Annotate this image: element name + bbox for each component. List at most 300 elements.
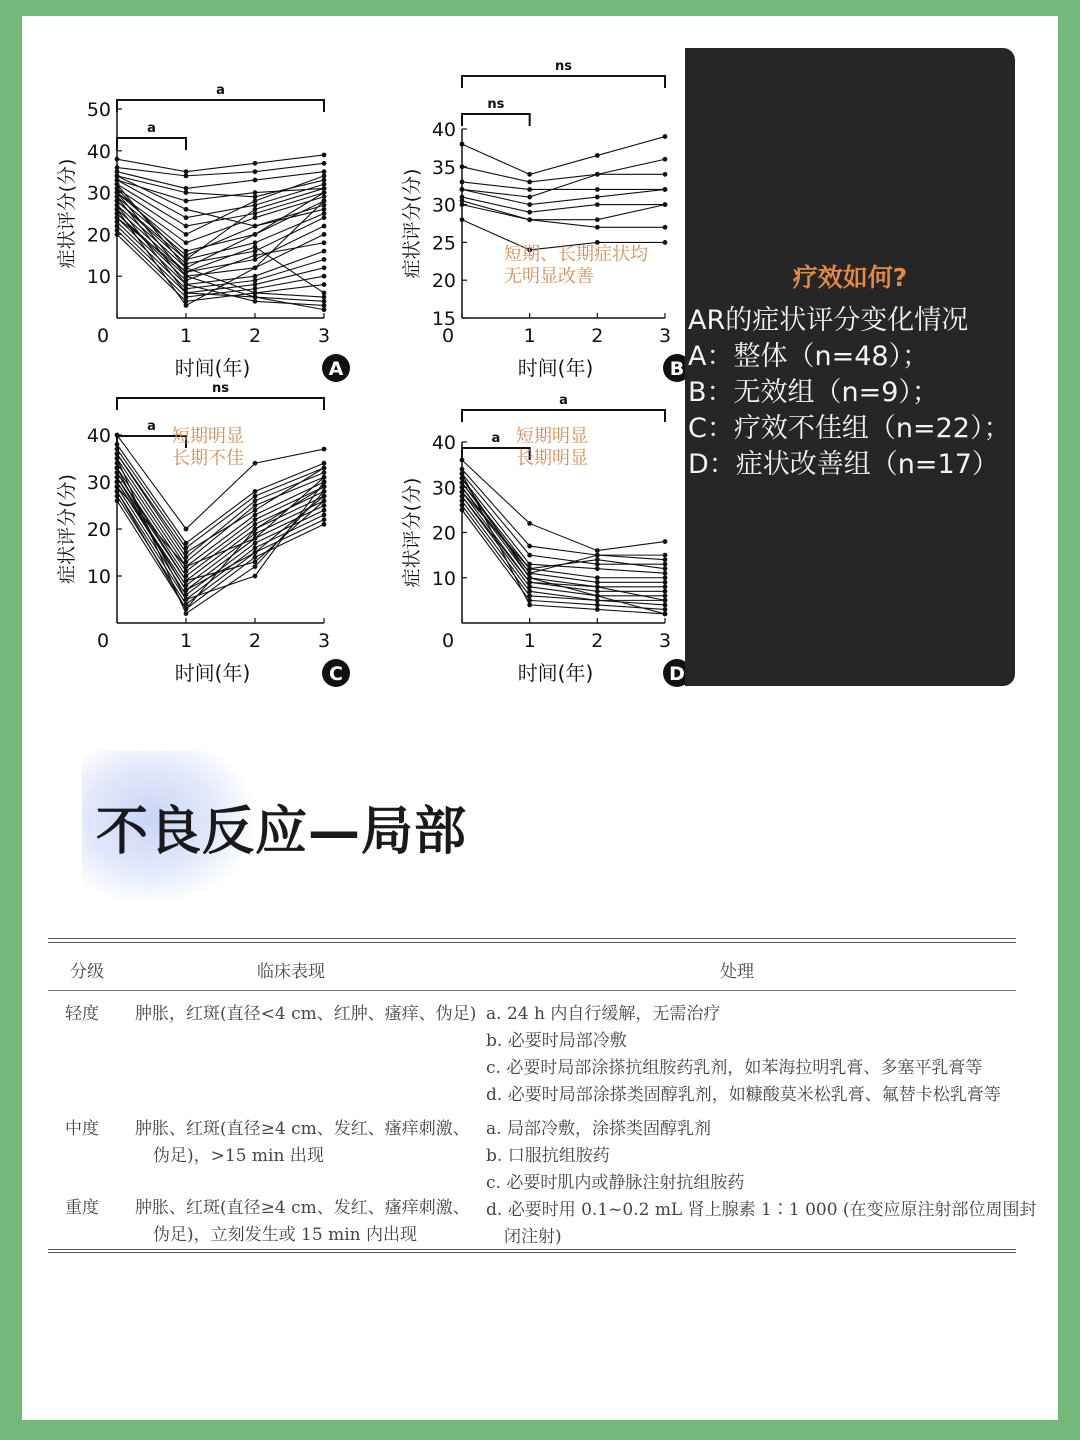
panel-letter: C	[329, 663, 343, 685]
cell-treatment: b. 口服抗组胺药	[486, 1146, 610, 1166]
y-tick-label: 30	[431, 194, 456, 217]
cell-treatment: a. 局部冷敷，涂搽类固醇乳剂	[486, 1119, 711, 1139]
data-point	[663, 172, 668, 177]
cell-treatment: c. 必要时肌内或静脉注射抗组胺药	[486, 1173, 745, 1193]
data-point	[184, 199, 189, 204]
data-point	[115, 442, 120, 447]
data-point	[184, 588, 189, 593]
data-point	[322, 153, 327, 158]
data-point	[595, 153, 600, 158]
y-axis-label: 症状评分(分)	[401, 477, 423, 588]
chart-panel-a	[56, 66, 362, 396]
cell-grade: 轻度	[65, 1004, 99, 1024]
data-point	[115, 470, 120, 475]
section-title: 不良反应—局部	[96, 802, 468, 862]
data-point	[253, 541, 258, 546]
panel-letter: A	[328, 358, 344, 380]
data-point	[663, 589, 668, 594]
data-point	[460, 217, 465, 222]
chart-svg	[56, 368, 362, 698]
data-point	[663, 134, 668, 139]
data-point	[595, 593, 600, 598]
data-point	[115, 207, 120, 212]
data-point	[322, 211, 327, 216]
data-point	[253, 489, 258, 494]
data-point	[115, 157, 120, 162]
cell-clinical: 肿胀、红斑(直径≥4 cm、发红、瘙痒刺激、	[135, 1119, 470, 1139]
data-point	[184, 607, 189, 612]
data-point	[184, 249, 189, 254]
data-point	[184, 274, 189, 279]
bracket-short-label: ns	[487, 97, 505, 112]
data-point	[595, 575, 600, 580]
data-point	[184, 282, 189, 287]
series-line	[462, 167, 665, 182]
data-point	[322, 470, 327, 475]
y-tick-label: 50	[86, 99, 111, 121]
cell-treatment: b. 必要时局部冷敷	[486, 1031, 627, 1051]
data-point	[184, 611, 189, 616]
data-point	[115, 232, 120, 237]
data-point	[595, 225, 600, 230]
y-tick-label: 30	[431, 477, 456, 500]
data-point	[663, 584, 668, 589]
data-point	[253, 555, 258, 560]
y-axis-label: 症状评分(分)	[401, 168, 423, 279]
data-point	[460, 476, 465, 481]
data-point	[322, 484, 327, 489]
chart-svg	[392, 44, 692, 396]
data-point	[184, 257, 189, 262]
data-point	[460, 467, 465, 472]
data-point	[184, 215, 189, 220]
data-point	[322, 215, 327, 220]
summary-line: D：症状改善组（n=17）	[688, 449, 999, 480]
data-point	[322, 466, 327, 471]
x-tick-label: 0	[96, 630, 110, 652]
data-point	[184, 597, 189, 602]
data-point	[253, 531, 258, 536]
x-tick-label: 3	[658, 325, 672, 347]
data-point	[115, 447, 120, 452]
data-point	[253, 503, 258, 508]
data-point	[527, 172, 532, 177]
data-point	[115, 489, 120, 494]
data-point	[460, 503, 465, 508]
data-point	[663, 575, 668, 580]
x-tick-label: 0	[441, 325, 455, 347]
data-point	[253, 224, 258, 229]
table-header-row	[48, 943, 1016, 991]
cell-treatment: c. 必要时局部涂搽抗组胺药乳剂，如苯海拉明乳膏、多塞平乳膏等	[486, 1058, 983, 1078]
data-point	[115, 178, 120, 183]
data-point	[595, 217, 600, 222]
x-tick-label: 3	[658, 630, 672, 652]
data-point	[115, 215, 120, 220]
summary-line: C：疗效不佳组（n=22）；	[688, 413, 1011, 444]
y-tick-label: 20	[86, 224, 111, 247]
x-axis-label: 时间(年)	[517, 661, 594, 685]
table-bottom-rule	[48, 1249, 1016, 1253]
x-axis-label: 时间(年)	[174, 356, 251, 380]
data-point	[115, 475, 120, 480]
data-point	[115, 173, 120, 178]
data-point	[322, 522, 327, 527]
data-point	[322, 194, 327, 199]
chart-panel-c	[56, 368, 362, 698]
data-point	[527, 202, 532, 207]
data-point	[663, 580, 668, 585]
data-point	[460, 458, 465, 463]
bracket-long-label: ns	[555, 59, 572, 74]
series-line	[117, 197, 324, 256]
data-point	[115, 186, 120, 191]
data-point	[253, 299, 258, 304]
series-line	[117, 201, 324, 264]
series-line	[117, 155, 324, 172]
x-tick-label: 1	[523, 325, 536, 347]
data-point	[184, 265, 189, 270]
y-tick-label: 20	[431, 270, 456, 293]
cell-clinical: 肿胀、红斑(直径≥4 cm、发红、瘙痒刺激、	[135, 1198, 470, 1218]
data-point	[322, 489, 327, 494]
x-tick-label: 2	[248, 630, 262, 652]
header-treatment: 处理	[720, 962, 754, 982]
data-point	[663, 557, 668, 562]
data-point	[460, 142, 465, 147]
data-point	[460, 494, 465, 499]
data-point	[663, 553, 668, 558]
data-point	[322, 517, 327, 522]
data-point	[253, 199, 258, 204]
data-point	[322, 503, 327, 508]
data-point	[663, 566, 668, 571]
data-point	[322, 240, 327, 245]
data-point	[322, 508, 327, 513]
data-point	[253, 232, 258, 237]
y-tick-label: 20	[431, 522, 456, 545]
cell-grade: 中度	[65, 1119, 99, 1139]
data-point	[115, 433, 120, 438]
data-point	[322, 249, 327, 254]
series-line	[462, 137, 665, 175]
data-point	[527, 210, 532, 215]
bracket-short	[117, 121, 186, 150]
data-point	[527, 180, 532, 185]
data-point	[253, 215, 258, 220]
data-point	[663, 562, 668, 567]
y-tick-label: 25	[431, 232, 456, 255]
header-grade: 分级	[70, 962, 104, 982]
series-line	[462, 474, 665, 614]
y-tick-label: 20	[86, 519, 111, 541]
bracket-long	[117, 83, 324, 112]
x-axis-label: 时间(年)	[174, 661, 251, 685]
data-point	[595, 607, 600, 612]
annotation-d: 短期明显 长期明显	[516, 426, 588, 469]
data-point	[595, 566, 600, 571]
data-point	[322, 232, 327, 237]
bracket-long-label: ns	[212, 381, 229, 396]
data-point	[322, 182, 327, 187]
data-point	[184, 207, 189, 212]
data-point	[322, 303, 327, 308]
cell-treatment: a. 24 h 内自行缓解，无需治疗	[486, 1004, 721, 1024]
bracket-short	[462, 97, 530, 126]
data-point	[115, 224, 120, 229]
data-point	[663, 612, 668, 617]
bracket-long-label: a	[559, 393, 568, 408]
summary-box	[685, 48, 1015, 686]
data-point	[663, 225, 668, 230]
data-point	[253, 517, 258, 522]
cell-grade: 重度	[65, 1198, 99, 1218]
series-line	[462, 483, 665, 578]
cell-treatment: 闭注射)	[504, 1227, 562, 1247]
data-point	[322, 282, 327, 287]
data-point	[595, 584, 600, 589]
data-point	[527, 195, 532, 200]
data-point	[595, 580, 600, 585]
data-point	[115, 451, 120, 456]
data-point	[115, 194, 120, 199]
data-point	[184, 173, 189, 178]
data-point	[253, 550, 258, 555]
data-point	[322, 186, 327, 191]
data-point	[595, 195, 600, 200]
y-axis-label: 症状评分(分)	[56, 158, 78, 269]
data-point	[663, 607, 668, 612]
chart-panel-b	[392, 44, 692, 396]
bracket-long	[462, 393, 665, 422]
data-point	[184, 190, 189, 195]
data-point	[663, 157, 668, 162]
data-point	[322, 169, 327, 174]
panel-letter: B	[669, 358, 685, 380]
data-point	[322, 161, 327, 166]
data-point	[322, 480, 327, 485]
data-point	[184, 291, 189, 296]
annotation-b: 短期、长期症状均 无明显改善	[504, 244, 648, 287]
data-point	[663, 603, 668, 608]
series-line	[462, 189, 665, 204]
x-tick-label: 3	[317, 630, 331, 652]
data-point	[253, 245, 258, 250]
data-point	[184, 270, 189, 275]
data-point	[184, 564, 189, 569]
data-point	[253, 295, 258, 300]
y-tick-label: 35	[431, 156, 456, 179]
bracket-long-line	[462, 410, 665, 422]
data-point	[663, 598, 668, 603]
data-point	[322, 224, 327, 229]
data-point	[322, 178, 327, 183]
data-point	[253, 508, 258, 513]
data-point	[184, 550, 189, 555]
data-point	[115, 165, 120, 170]
data-point	[115, 466, 120, 471]
bracket-short-label: a	[491, 431, 501, 446]
data-point	[253, 240, 258, 245]
data-point	[253, 169, 258, 174]
data-point	[595, 172, 600, 177]
data-point	[663, 187, 668, 192]
data-point	[115, 228, 120, 233]
data-point	[322, 257, 327, 262]
data-point	[253, 265, 258, 270]
data-point	[460, 489, 465, 494]
data-point	[253, 494, 258, 499]
data-point	[595, 557, 600, 562]
x-tick-label: 0	[96, 325, 110, 347]
panel-letter: D	[669, 663, 685, 685]
data-point	[527, 580, 532, 585]
annotation-c: 短期明显 长期不佳	[172, 426, 244, 469]
cell-treatment: d. 必要时用 0.1~0.2 mL 肾上腺素 1∶1 000 (在变应原注射部位周围封	[486, 1200, 1037, 1220]
data-point	[322, 447, 327, 452]
data-point	[253, 461, 258, 466]
data-point	[253, 203, 258, 208]
data-point	[322, 274, 327, 279]
data-point	[322, 498, 327, 503]
data-point	[115, 203, 120, 208]
x-tick-label: 1	[179, 325, 193, 347]
data-point	[322, 190, 327, 195]
data-point	[460, 187, 465, 192]
data-point	[527, 603, 532, 608]
bracket-long-line	[462, 76, 665, 88]
data-point	[115, 219, 120, 224]
data-point	[253, 278, 258, 283]
bracket-long	[117, 381, 324, 410]
cell-treatment: d. 必要时局部涂搽类固醇乳剂，如糠酸莫米松乳膏、氟替卡松乳膏等	[486, 1085, 1001, 1105]
adverse-reaction-table	[48, 938, 1037, 1253]
bracket-short-line	[462, 114, 530, 126]
table-body	[48, 991, 1037, 1249]
cell-clinical: 伪足)，立刻发生或 15 min 内出现	[153, 1225, 417, 1245]
bracket-short-line	[117, 138, 186, 150]
data-point	[595, 603, 600, 608]
data-point	[322, 291, 327, 296]
summary-line: A：整体（n=48）；	[688, 341, 930, 372]
data-point	[184, 169, 189, 174]
y-tick-label: 15	[431, 308, 456, 330]
x-tick-label: 2	[248, 325, 262, 347]
data-point	[184, 295, 189, 300]
x-axis-label: 时间(年)	[517, 356, 594, 380]
y-tick-label: 40	[431, 432, 456, 454]
data-point	[460, 507, 465, 512]
y-tick-label: 10	[86, 266, 111, 289]
data-point	[253, 560, 258, 565]
bracket-long-label: a	[216, 83, 225, 98]
summary-line: B：无效组（n=9）；	[688, 377, 939, 408]
y-tick-label: 30	[86, 182, 111, 205]
y-tick-label: 30	[86, 472, 111, 494]
data-point	[253, 257, 258, 262]
data-point	[322, 199, 327, 204]
data-point	[322, 461, 327, 466]
data-point	[460, 471, 465, 476]
data-point	[322, 299, 327, 304]
data-point	[253, 291, 258, 296]
x-tick-label: 2	[591, 325, 604, 347]
summary-question: 疗效如何?	[792, 263, 908, 292]
data-point	[527, 187, 532, 192]
data-point	[322, 295, 327, 300]
series-line	[462, 496, 665, 600]
data-point	[115, 498, 120, 503]
bracket-short-label: a	[147, 121, 156, 136]
cell-clinical: 伪足)，>15 min 出现	[153, 1146, 324, 1166]
data-point	[460, 202, 465, 207]
y-tick-label: 10	[86, 566, 111, 588]
data-point	[253, 194, 258, 199]
section-title-block	[82, 751, 468, 901]
data-point	[184, 303, 189, 308]
data-point	[595, 187, 600, 192]
x-tick-label: 1	[523, 630, 536, 652]
data-point	[527, 521, 532, 526]
summary-line: AR的症状评分变化情况	[688, 305, 969, 336]
data-point	[115, 169, 120, 174]
data-point	[184, 232, 189, 237]
x-tick-label: 0	[441, 630, 455, 652]
data-point	[253, 522, 258, 527]
y-tick-label: 40	[86, 425, 111, 447]
data-point	[184, 527, 189, 532]
data-point	[253, 274, 258, 279]
data-point	[322, 173, 327, 178]
data-point	[184, 240, 189, 245]
x-tick-label: 3	[317, 325, 331, 347]
x-tick-label: 1	[179, 630, 193, 652]
bracket-short-label: a	[147, 419, 156, 434]
data-point	[253, 536, 258, 541]
data-point	[595, 553, 600, 558]
data-point	[595, 589, 600, 594]
data-point	[115, 484, 120, 489]
data-point	[253, 574, 258, 579]
data-point	[115, 182, 120, 187]
header-clinical: 临床表现	[257, 962, 325, 982]
y-tick-label: 40	[431, 119, 456, 141]
series-line	[117, 222, 324, 289]
y-tick-label: 10	[431, 567, 456, 590]
data-point	[663, 240, 668, 245]
data-point	[184, 578, 189, 583]
data-point	[527, 566, 532, 571]
data-point	[253, 527, 258, 532]
data-point	[595, 202, 600, 207]
cell-clinical: 肿胀，红斑(直径<4 cm、红肿、瘙痒、伪足)	[135, 1004, 477, 1024]
data-point	[253, 253, 258, 258]
data-point	[253, 190, 258, 195]
data-point	[527, 553, 532, 558]
y-tick-label: 40	[86, 140, 111, 163]
data-point	[253, 286, 258, 291]
data-point	[322, 475, 327, 480]
data-point	[184, 186, 189, 191]
data-point	[595, 548, 600, 553]
data-point	[322, 265, 327, 270]
data-point	[322, 307, 327, 312]
data-point	[253, 207, 258, 212]
data-point	[322, 203, 327, 208]
bracket-long-line	[117, 100, 324, 112]
data-point	[253, 178, 258, 183]
bracket-long-line	[117, 398, 324, 410]
